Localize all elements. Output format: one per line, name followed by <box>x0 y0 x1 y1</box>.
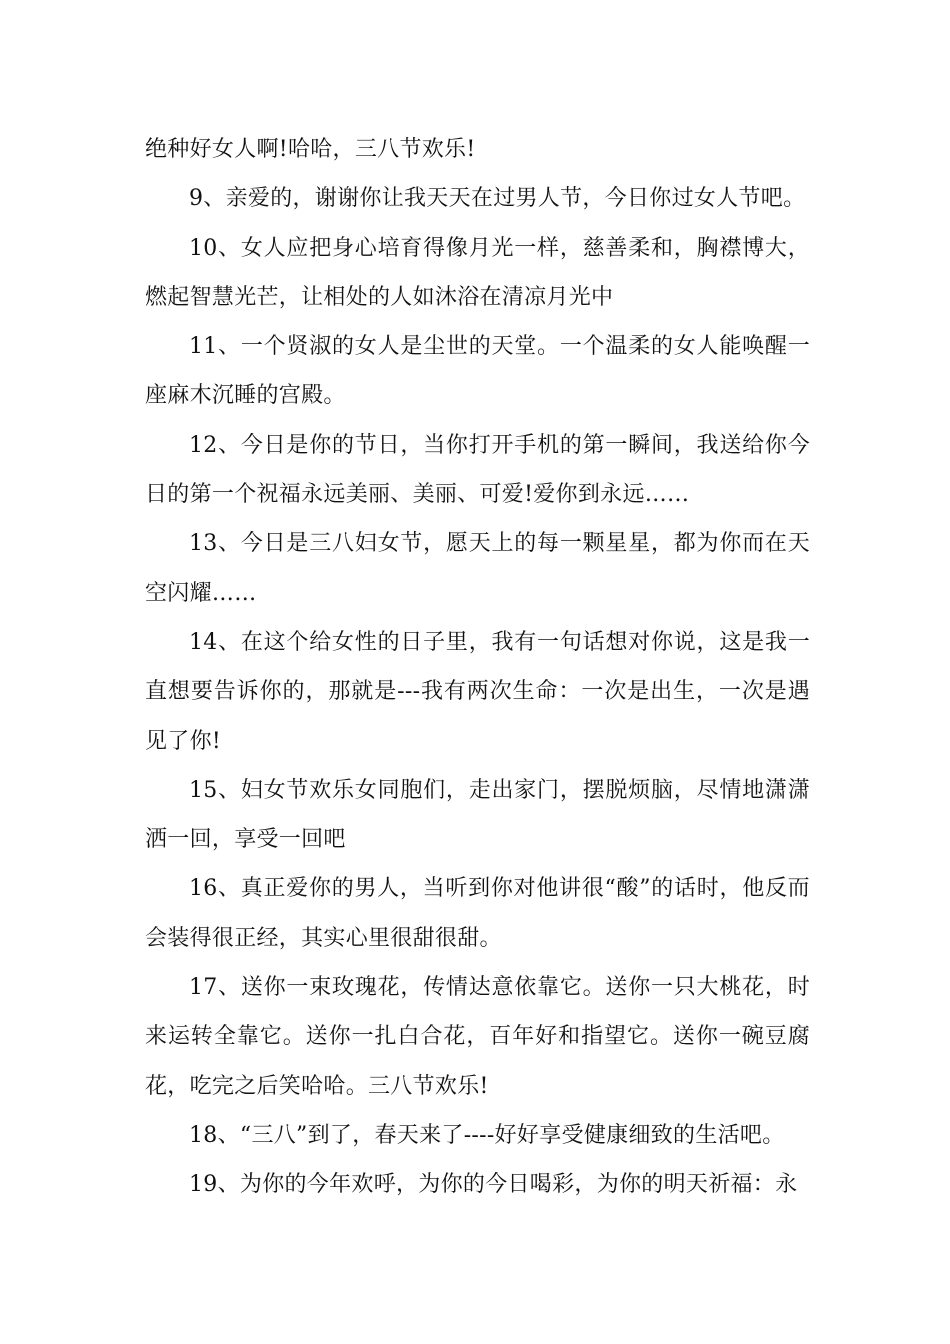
paragraph-item-14: 14、在这个给女性的日子里，我有一句话想对你说，这是我一直想要告诉你的，那就是---我有两次生命：一次是出生，一次是遇见了你! <box>145 629 810 754</box>
paragraph-item-11: 11、一个贤淑的女人是尘世的天堂。一个温柔的女人能唤醒一座麻木沉睡的宫殿。 <box>145 334 810 409</box>
paragraph-item-13: 13、今日是三八妇女节，愿天上的每一颗星星，都为你而在天空闪耀…… <box>145 531 810 606</box>
paragraph-item-9: 9、亲爱的，谢谢你让我天天在过男人节，今日你过女人节吧。 <box>189 186 806 212</box>
paragraph-item-15: 15、妇女节欢乐女同胞们，走出家门，摆脱烦脑，尽情地潇潇洒一回，享受一回吧 <box>145 777 810 853</box>
paragraph-continuation: 绝种好女人啊!哈哈，三八节欢乐! <box>145 137 476 162</box>
paragraph-item-18: 18、“三八”到了，春天来了----好好享受健康细致的生活吧。 <box>189 1122 785 1148</box>
paragraph-item-10: 10、女人应把身心培育得像月光一样，慈善柔和，胸襟博大，燃起智慧光芒，让相处的人如沐浴在清凉月光中 <box>145 235 810 310</box>
paragraph-item-19: 19、为你的今年欢呼，为你的今日喝彩，为你的明天祈福：永 <box>189 1172 798 1198</box>
paragraph-item-17: 17、送你一束玫瑰花，传情达意依靠它。送你一只大桃花，时来运转全靠它。送你一扎白合花，百年好和指望它。送你一碗豆腐花，吃完之后笑哈哈。三八节欢乐! <box>145 975 810 1099</box>
paragraph-item-12: 12、今日是你的节日，当你打开手机的第一瞬间，我送给你今日的第一个祝福永远美丽、美丽、可爱!爱你到永远…… <box>145 432 810 508</box>
document-body <box>145 125 810 1210</box>
paragraph-item-16: 16、真正爱你的男人，当听到你对他讲很“酸”的话时，他反而会装得很正经，其实心里很甜很甜。 <box>145 876 810 951</box>
